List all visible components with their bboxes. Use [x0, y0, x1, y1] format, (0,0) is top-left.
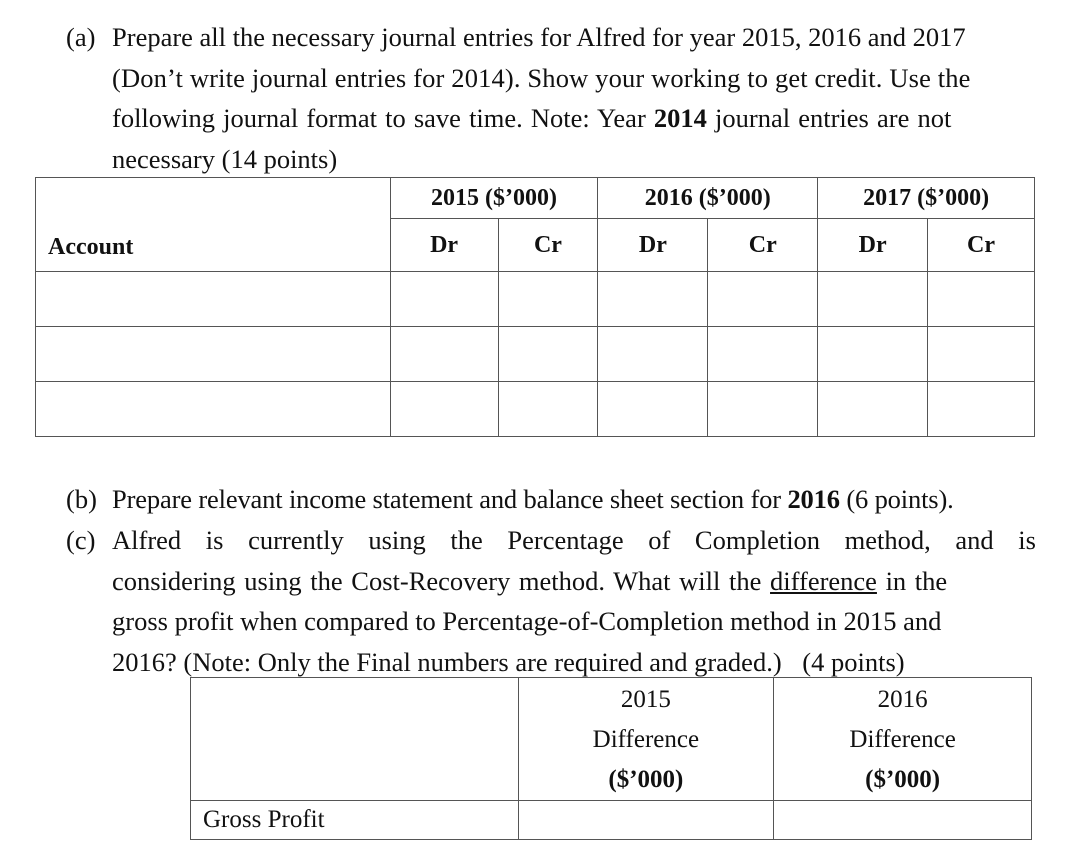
- year-2015-header: 2015 ($’000): [390, 178, 598, 219]
- year-2016-header: 2016 ($’000): [598, 178, 818, 219]
- dr-2016-header: Dr: [598, 219, 708, 272]
- amount-cell[interactable]: [928, 327, 1035, 382]
- account-cell[interactable]: [36, 327, 391, 382]
- word: the: [450, 525, 483, 555]
- question-b-line: Prepare relevant income statement and balance sheet section for 2016 (6 points).: [112, 484, 954, 514]
- cr-2017-header: Cr: [928, 219, 1035, 272]
- question-a-label: (a): [66, 22, 96, 52]
- word: Percentage: [507, 525, 624, 555]
- question-b-label: (b): [66, 484, 97, 514]
- gp-corner-cell: [191, 678, 519, 801]
- difference-underlined: difference: [770, 565, 877, 596]
- question-a-line-3: following journal format to save time. Note: Year 2014 journal entries are not: [112, 103, 952, 133]
- gp-2015-cell[interactable]: [518, 801, 774, 840]
- word: using: [368, 525, 426, 555]
- word: of: [648, 525, 671, 555]
- amount-cell[interactable]: [390, 272, 498, 327]
- gp-2015-header: 2015 Difference ($’000): [518, 678, 774, 801]
- word: currently: [248, 525, 344, 555]
- journal-row: [36, 272, 1035, 327]
- word: Alfred: [112, 525, 182, 555]
- question-b: [66, 479, 1036, 520]
- amount-cell[interactable]: [390, 382, 498, 437]
- question-a-line-2: (Don’t write journal entries for 2014). Show your working to get credit. Use the: [112, 62, 971, 93]
- journal-entry-table: [35, 177, 1035, 437]
- journal-row: [36, 382, 1035, 437]
- gp-2016-cell[interactable]: [774, 801, 1032, 840]
- gross-profit-label: Gross Profit: [191, 801, 519, 840]
- question-a: [66, 17, 1036, 179]
- amount-cell[interactable]: [498, 382, 598, 437]
- question-c-line-1: [112, 520, 1036, 561]
- amount-cell[interactable]: [818, 327, 928, 382]
- year-2017-header: 2017 ($’000): [818, 178, 1035, 219]
- dr-2015-header: Dr: [390, 219, 498, 272]
- gp-2016-header: 2016 Difference ($’000): [774, 678, 1032, 801]
- word: is: [1018, 525, 1036, 555]
- amount-cell[interactable]: [598, 272, 708, 327]
- word: is: [205, 525, 224, 555]
- amount-cell[interactable]: [928, 382, 1035, 437]
- word: method,: [844, 525, 931, 555]
- question-a-line-1: Prepare all the necessary journal entries for Alfred for year 2015, 2016 and 2017: [112, 22, 966, 52]
- word: and: [955, 525, 994, 555]
- journal-row: [36, 327, 1035, 382]
- amount-cell[interactable]: [498, 327, 598, 382]
- amount-cell[interactable]: [708, 272, 818, 327]
- question-c-line-2: considering using the Cost-Recovery method. What will the difference in the: [112, 565, 948, 596]
- question-c-line-4: 2016? (Note: Only the Final numbers are required and graded.) (4 points): [112, 646, 905, 677]
- amount-cell[interactable]: [598, 327, 708, 382]
- amount-cell[interactable]: [708, 327, 818, 382]
- gross-profit-table: [190, 677, 1032, 840]
- year-2014-bold: 2014: [653, 103, 707, 133]
- question-a-line-4: necessary (14 points): [112, 143, 338, 174]
- amount-cell[interactable]: [390, 327, 498, 382]
- question-c-label: (c): [66, 525, 96, 555]
- dr-2017-header: Dr: [818, 219, 928, 272]
- cr-2015-header: Cr: [498, 219, 598, 272]
- amount-cell[interactable]: [498, 272, 598, 327]
- cr-2016-header: Cr: [708, 219, 818, 272]
- account-cell[interactable]: [36, 382, 391, 437]
- gp-row: [191, 801, 1032, 840]
- year-2016-bold: 2016: [787, 484, 840, 514]
- amount-cell[interactable]: [928, 272, 1035, 327]
- amount-cell[interactable]: [818, 272, 928, 327]
- question-c: [66, 520, 1036, 682]
- account-header: Account: [36, 178, 391, 272]
- word: Completion: [694, 525, 821, 555]
- question-c-points: (4 points): [802, 646, 905, 677]
- amount-cell[interactable]: [708, 382, 818, 437]
- question-c-line-3: gross profit when compared to Percentage-of-Completion method in 2015 and: [112, 606, 942, 636]
- amount-cell[interactable]: [818, 382, 928, 437]
- account-cell[interactable]: [36, 272, 391, 327]
- amount-cell[interactable]: [598, 382, 708, 437]
